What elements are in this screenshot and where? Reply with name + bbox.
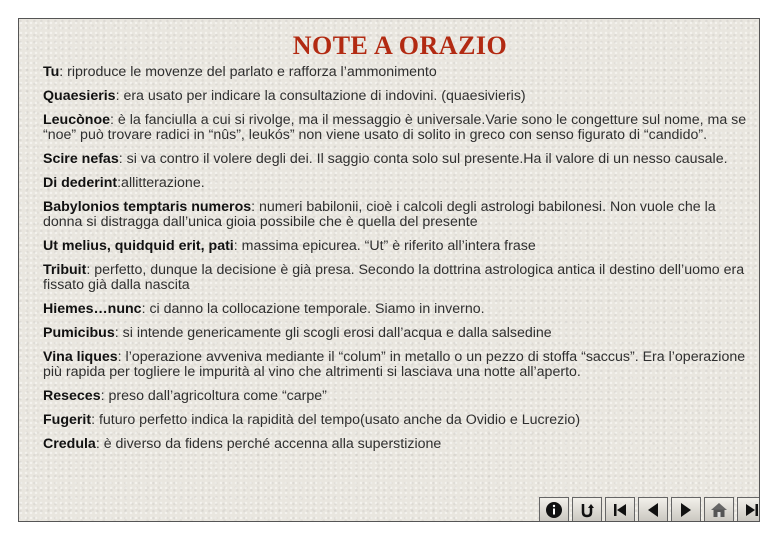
note-item xyxy=(43,65,753,80)
note-item xyxy=(43,200,753,230)
last-slide-button[interactable] xyxy=(737,497,760,522)
note-text: : l’operazione avveniva mediante il “colum” in metallo o un pezzo di stoffa “saccus”. Era l’operazione più rapida per togliere le impurità al vino che altrimenti si lasciava una notte all’aperto. xyxy=(43,349,746,380)
note-text: : riproduce le movenze del parlato e rafforza l’ammonimento xyxy=(59,64,437,80)
previous-slide-button[interactable] xyxy=(638,497,668,522)
triangle-right-icon xyxy=(677,501,695,519)
page-title: NOTE A ORAZIO xyxy=(292,31,508,60)
note-text: : era usato per indicare la consultazione di indovini. (quaesivieris) xyxy=(115,88,526,104)
first-slide-button[interactable] xyxy=(605,497,635,522)
note-term: Tribuit xyxy=(43,262,87,278)
note-text: : numeri babilonii, cioè i calcoli degli astrologi babilonesi. Non vuole che la donna si distragga dall’unica gioia possibile che è quella del presente xyxy=(43,199,716,230)
next-slide-button[interactable] xyxy=(671,497,701,522)
note-term: Vina liques xyxy=(43,349,118,365)
note-text: : si va contro il volere degli dei. Il saggio conta solo sul presente.Ha il valore di un nesso causale. xyxy=(118,151,728,167)
note-text: :allitterazione. xyxy=(117,175,205,191)
skip-forward-icon xyxy=(743,501,760,519)
note-item xyxy=(43,413,753,428)
note-item xyxy=(43,176,753,191)
triangle-left-icon xyxy=(644,501,662,519)
info-icon xyxy=(545,501,563,519)
notes-list xyxy=(43,65,753,461)
note-text: : preso dall’agricoltura come “carpe” xyxy=(100,388,327,404)
note-text: : massima epicurea. “Ut” è riferito all’intera frase xyxy=(233,238,536,254)
return-button[interactable] xyxy=(572,497,602,522)
slide-navigation xyxy=(539,497,760,522)
slide xyxy=(18,18,760,522)
note-text: : ci danno la collocazione temporale. Siamo in inverno. xyxy=(141,301,485,317)
note-term: Quaesieris xyxy=(43,88,116,104)
note-text: : futuro perfetto indica la rapidità del tempo(usato anche da Ovidio e Lucrezio) xyxy=(91,412,581,428)
note-item xyxy=(43,263,753,293)
note-item xyxy=(43,239,753,254)
note-item xyxy=(43,302,753,317)
note-term: Pumicibus xyxy=(43,325,115,341)
note-text: : è diverso da fidens perché accenna alla superstizione xyxy=(95,436,442,452)
note-term: Fugerit xyxy=(43,412,92,428)
note-text: : è la fanciulla a cui si rivolge, ma il messaggio è universale.Varie sono le congetture sul nome, ma se “noe” può trovare radici in “nûs”, leukós” non viene usato di solito in greco con senso figurato di “candido”. xyxy=(43,112,747,143)
note-term: Ut melius, quidquid erit, pati xyxy=(43,238,234,254)
note-term: Scire nefas xyxy=(43,151,119,167)
home-icon xyxy=(710,501,728,519)
note-text: : perfetto, dunque la decisione è già presa. Secondo la dottrina astrologica antica il destino dell’uomo era fissato già dalla nascita xyxy=(43,262,745,293)
note-term: Hiemes…nunc xyxy=(43,301,142,317)
note-term: Babylonios temptaris numeros xyxy=(43,199,252,215)
note-item xyxy=(43,389,753,404)
note-term: Credula xyxy=(43,436,96,452)
note-item xyxy=(43,350,753,380)
note-item xyxy=(43,89,753,104)
return-arrow-icon xyxy=(578,501,596,519)
note-term: Di dederint xyxy=(43,175,118,191)
note-term: Reseces xyxy=(43,388,101,404)
note-item xyxy=(43,113,753,143)
home-button[interactable] xyxy=(704,497,734,522)
skip-back-icon xyxy=(611,501,629,519)
info-button[interactable] xyxy=(539,497,569,522)
note-term: Leucònoe xyxy=(43,112,111,128)
note-item xyxy=(43,326,753,341)
note-term: Tu xyxy=(43,64,60,80)
note-text: : si intende genericamente gli scogli erosi dall’acqua e dalla salsedine xyxy=(114,325,552,341)
note-item xyxy=(43,437,753,452)
note-item xyxy=(43,152,753,167)
